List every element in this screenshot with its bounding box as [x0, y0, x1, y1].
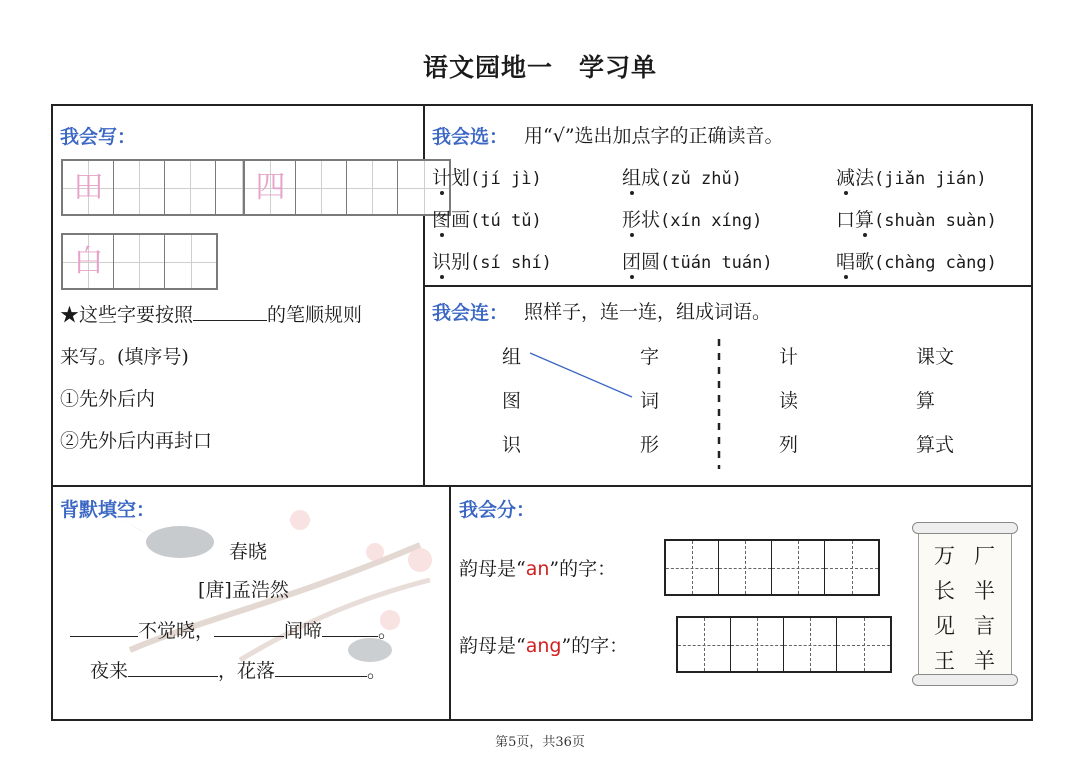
page-title [0, 48, 1080, 84]
write-heading: 我会写： [60, 126, 137, 148]
grid-char: 四 [255, 170, 286, 205]
connect-word[interactable]: 图 [502, 390, 522, 412]
divider-vertical-bottom [449, 486, 451, 721]
write-option-1: ①先外后内 [60, 388, 156, 410]
pinyin-item[interactable]: 图画(tú tǔ) [432, 209, 542, 231]
answer-blank[interactable] [322, 636, 378, 637]
grid-char: 白 [73, 244, 104, 279]
poem-line-2: 夜来 ，花落 。 [90, 660, 387, 682]
grid-char: 田 [73, 170, 104, 205]
connect-word[interactable]: 读 [779, 390, 799, 412]
sort-row-ang-label: 韵母是“ang”的字： [459, 635, 629, 657]
scroll-char[interactable]: 王 [934, 649, 955, 673]
writing-grid-2 [243, 159, 451, 216]
writing-grid-1 [61, 159, 269, 216]
answer-blank[interactable] [275, 676, 367, 677]
write-note-line1: ★这些字要按照 的笔顺规则 [60, 304, 363, 326]
scroll-char[interactable]: 半 [974, 579, 995, 603]
pinyin-item[interactable]: 计划(jí jì) [432, 167, 542, 189]
divider-horizontal-middle [51, 485, 1033, 487]
sort-row-an-label: 韵母是“an”的字： [459, 558, 617, 580]
poem-line-1: 不觉晓， 闻啼 。 [70, 616, 397, 643]
choose-heading: 我会选： [432, 126, 509, 148]
title-part1: 语文园地一 [422, 53, 553, 82]
scroll-paper [918, 530, 1012, 678]
pinyin-item[interactable]: 团圆(tüán tuán) [622, 251, 773, 273]
recite-heading: 背默填空： [60, 499, 156, 521]
character-scroll [912, 520, 1018, 688]
connect-word[interactable]: 算式 [916, 434, 955, 456]
connect-word[interactable]: 形 [640, 434, 660, 456]
scroll-char[interactable]: 长 [934, 579, 955, 603]
answer-blank[interactable] [214, 636, 284, 637]
pinyin-item[interactable]: 口算(shuàn suàn) [836, 209, 997, 231]
connect-word[interactable]: 组 [502, 346, 522, 368]
poem-author: [唐]孟浩然 [198, 579, 289, 601]
write-note-line2: 来写。(填序号) [60, 346, 189, 368]
scroll-char[interactable]: 见 [934, 614, 955, 638]
writing-grid-3 [61, 233, 218, 290]
connect-word[interactable]: 列 [779, 434, 799, 456]
pinyin-item[interactable]: 减法(jiǎn jián) [836, 167, 987, 189]
scroll-char[interactable]: 万 [934, 544, 955, 568]
connect-instruction: 照样子，连一连，组成词语。 [524, 301, 772, 323]
sort-heading: 我会分： [459, 499, 536, 521]
answer-blank[interactable] [128, 676, 218, 677]
scroll-char[interactable]: 言 [974, 614, 995, 638]
connect-word[interactable]: 计 [779, 346, 799, 368]
write-option-2: ②先外后内再封口 [60, 430, 213, 452]
pinyin-item[interactable]: 形状(xín xíng) [622, 209, 763, 231]
sort-grid-ang[interactable] [676, 616, 892, 673]
sort-grid-an[interactable] [664, 539, 880, 596]
answer-blank[interactable] [193, 320, 267, 321]
answer-blank[interactable] [70, 636, 138, 637]
pinyin-item[interactable]: 唱歌(chàng càng) [836, 251, 997, 273]
page-footer: 第5页，共36页 [495, 735, 585, 750]
connect-word[interactable]: 识 [502, 434, 522, 456]
scroll-char[interactable]: 羊 [974, 649, 995, 673]
scroll-char[interactable]: 厂 [974, 544, 995, 568]
title-part2: 学习单 [579, 53, 658, 82]
choose-instruction: 用“√”选出加点字的正确读音。 [524, 125, 784, 147]
example-connector-line [530, 353, 632, 397]
connect-word[interactable]: 字 [640, 346, 660, 368]
scroll-roll-bottom [912, 674, 1018, 686]
connect-word[interactable]: 词 [640, 390, 660, 412]
poem-title: 春晓 [229, 541, 268, 563]
pinyin-item[interactable]: 组成(zǔ zhǔ) [622, 167, 742, 189]
scroll-roll-top [912, 522, 1018, 534]
connect-word[interactable]: 算 [916, 390, 936, 412]
connect-word[interactable]: 课文 [916, 346, 955, 368]
connect-heading: 我会连： [432, 302, 509, 324]
pinyin-item[interactable]: 识别(sí shí) [432, 251, 552, 273]
